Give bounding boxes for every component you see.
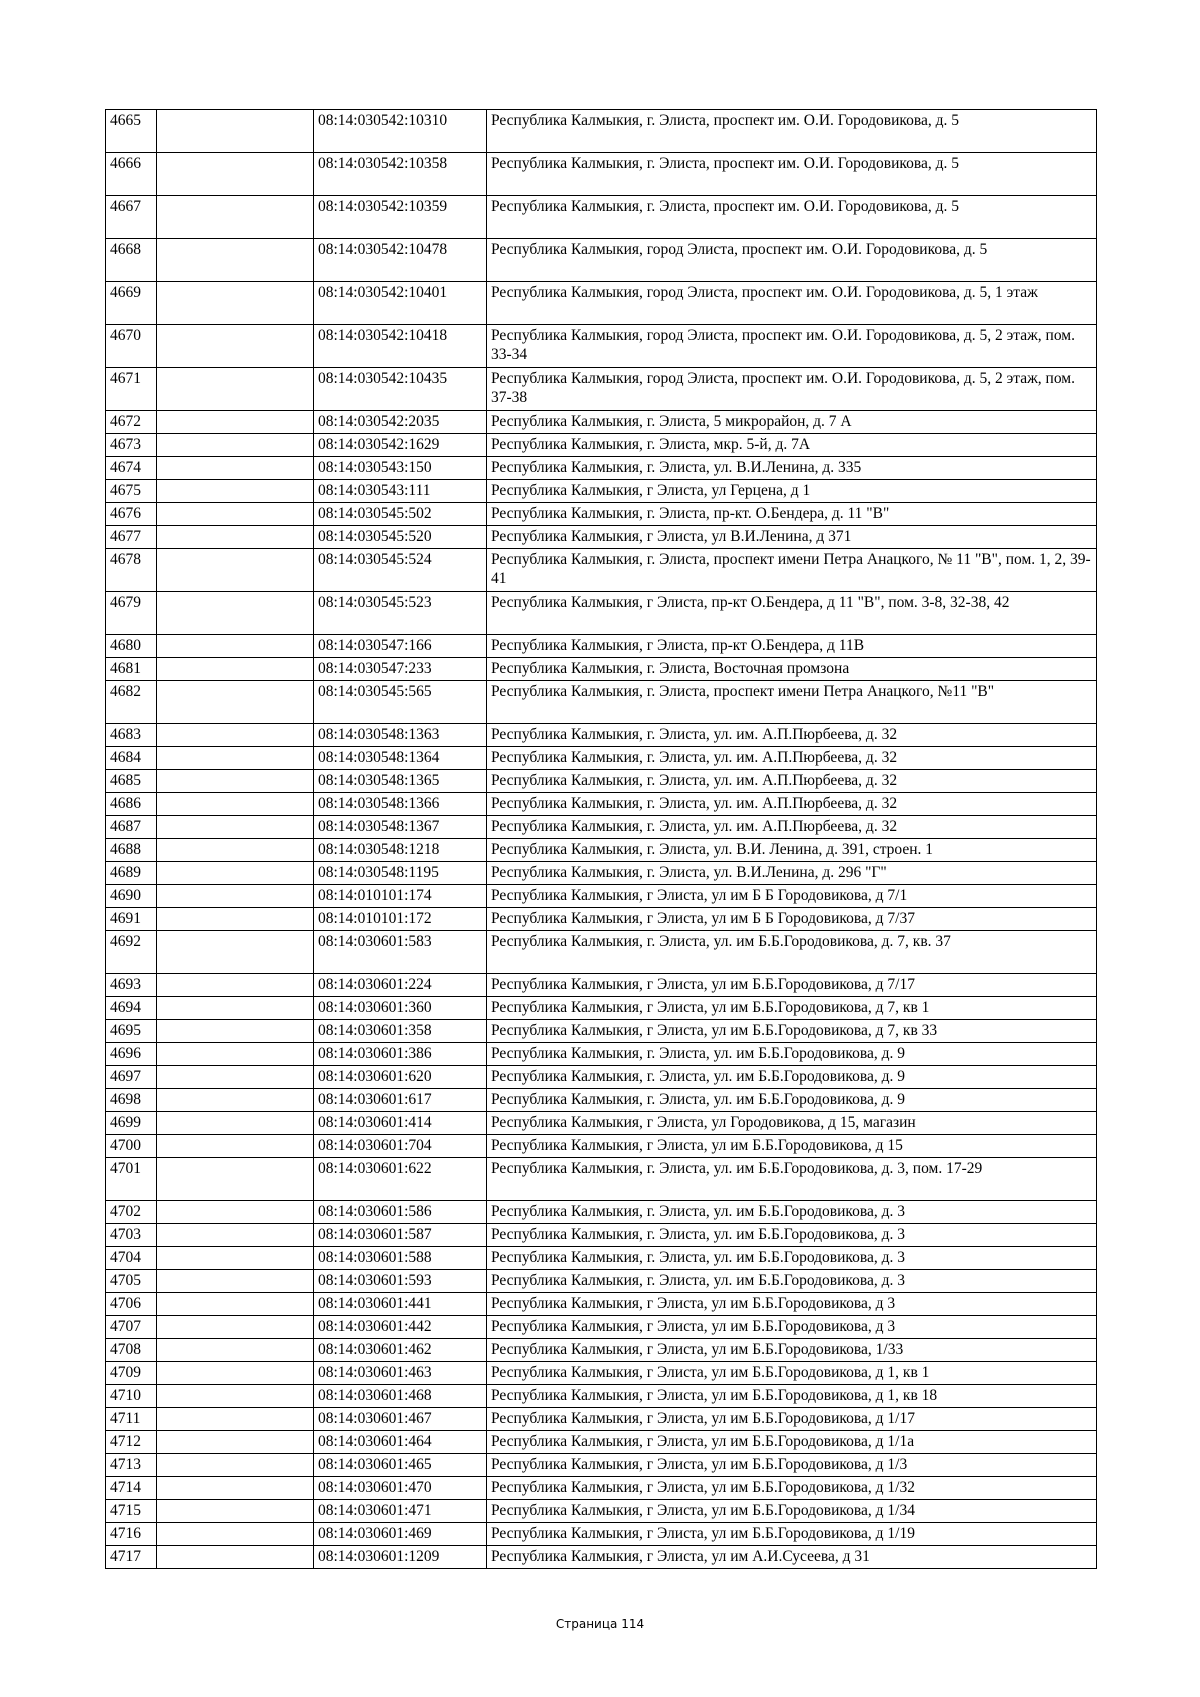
address-cell: Республика Калмыкия, г. Элиста, ул. им Б.Б.Городовикова, д. 3 <box>487 1201 1097 1224</box>
cadastral-number-cell: 08:14:030545:520 <box>314 526 487 549</box>
empty-cell <box>157 1477 314 1500</box>
row-number-cell: 4691 <box>106 908 157 931</box>
row-number-cell: 4674 <box>106 457 157 480</box>
cadastral-number-cell: 08:14:030543:111 <box>314 480 487 503</box>
address-cell: Республика Калмыкия, г. Элиста, проспект им. О.И. Городовикова, д. 5 <box>487 110 1097 153</box>
row-number-cell: 4665 <box>106 110 157 153</box>
table-row <box>106 1020 1097 1043</box>
table-row <box>106 1112 1097 1135</box>
table-row <box>106 1362 1097 1385</box>
address-cell: Республика Калмыкия, г Элиста, ул им Б.Б.Городовикова, 1/33 <box>487 1339 1097 1362</box>
empty-cell <box>157 1066 314 1089</box>
empty-cell <box>157 770 314 793</box>
empty-cell <box>157 862 314 885</box>
table-row <box>106 1477 1097 1500</box>
address-cell: Республика Калмыкия, г Элиста, ул им Б.Б.Городовикова, д 1/3 <box>487 1454 1097 1477</box>
row-number-cell: 4688 <box>106 839 157 862</box>
table-row <box>106 1500 1097 1523</box>
row-number-cell: 4712 <box>106 1431 157 1454</box>
table-row <box>106 1201 1097 1224</box>
row-number-cell: 4683 <box>106 724 157 747</box>
table-row <box>106 1316 1097 1339</box>
cadastral-number-cell: 08:14:030601:588 <box>314 1247 487 1270</box>
address-cell: Республика Калмыкия, г. Элиста, проспект им. О.И. Городовикова, д. 5 <box>487 196 1097 239</box>
row-number-cell: 4709 <box>106 1362 157 1385</box>
empty-cell <box>157 1523 314 1546</box>
table-row <box>106 1385 1097 1408</box>
table-row <box>106 1135 1097 1158</box>
table-row <box>106 1043 1097 1066</box>
empty-cell <box>157 1500 314 1523</box>
table-row <box>106 1247 1097 1270</box>
table-row <box>106 635 1097 658</box>
empty-cell <box>157 592 314 635</box>
address-cell: Республика Калмыкия, город Элиста, проспект им. О.И. Городовикова, д. 5, 2 этаж, пом. 33-34 <box>487 325 1097 368</box>
empty-cell <box>157 635 314 658</box>
address-cell: Республика Калмыкия, г. Элиста, ул. В.И.Ленина, д. 296 "Г" <box>487 862 1097 885</box>
address-cell: Республика Калмыкия, г Элиста, ул им Б.Б.Городовикова, д 3 <box>487 1316 1097 1339</box>
table-row <box>106 931 1097 974</box>
empty-cell <box>157 908 314 931</box>
empty-cell <box>157 1408 314 1431</box>
table-row <box>106 1158 1097 1201</box>
table-row <box>106 239 1097 282</box>
cadastral-number-cell: 08:14:030601:386 <box>314 1043 487 1066</box>
cadastral-number-cell: 08:14:030542:10418 <box>314 325 487 368</box>
empty-cell <box>157 1224 314 1247</box>
row-number-cell: 4684 <box>106 747 157 770</box>
empty-cell <box>157 1135 314 1158</box>
empty-cell <box>157 153 314 196</box>
cadastral-number-cell: 08:14:030542:10478 <box>314 239 487 282</box>
cadastral-number-cell: 08:14:030601:620 <box>314 1066 487 1089</box>
table-row <box>106 503 1097 526</box>
row-number-cell: 4704 <box>106 1247 157 1270</box>
row-number-cell: 4716 <box>106 1523 157 1546</box>
table-row <box>106 1089 1097 1112</box>
cadastral-number-cell: 08:14:010101:174 <box>314 885 487 908</box>
cadastral-number-cell: 08:14:030601:469 <box>314 1523 487 1546</box>
empty-cell <box>157 526 314 549</box>
row-number-cell: 4667 <box>106 196 157 239</box>
empty-cell <box>157 1316 314 1339</box>
address-cell: Республика Калмыкия, г Элиста, ул им Б.Б.Городовикова, д 7, кв 1 <box>487 997 1097 1020</box>
empty-cell <box>157 997 314 1020</box>
cadastral-number-cell: 08:14:030548:1218 <box>314 839 487 862</box>
address-cell: Республика Калмыкия, г. Элиста, 5 микрорайон, д. 7 А <box>487 411 1097 434</box>
table-row <box>106 770 1097 793</box>
empty-cell <box>157 974 314 997</box>
cadastral-number-cell: 08:14:030601:622 <box>314 1158 487 1201</box>
empty-cell <box>157 457 314 480</box>
row-number-cell: 4692 <box>106 931 157 974</box>
row-number-cell: 4706 <box>106 1293 157 1316</box>
empty-cell <box>157 1293 314 1316</box>
table-row <box>106 1408 1097 1431</box>
row-number-cell: 4697 <box>106 1066 157 1089</box>
cadastral-number-cell: 08:14:030601:414 <box>314 1112 487 1135</box>
address-cell: Республика Калмыкия, г. Элиста, ул. им Б.Б.Городовикова, д. 9 <box>487 1089 1097 1112</box>
row-number-cell: 4677 <box>106 526 157 549</box>
cadastral-number-cell: 08:14:030601:587 <box>314 1224 487 1247</box>
row-number-cell: 4700 <box>106 1135 157 1158</box>
cadastral-number-cell: 08:14:030601:471 <box>314 1500 487 1523</box>
table-row <box>106 1270 1097 1293</box>
row-number-cell: 4679 <box>106 592 157 635</box>
cadastral-number-cell: 08:14:030601:470 <box>314 1477 487 1500</box>
row-number-cell: 4695 <box>106 1020 157 1043</box>
address-cell: Республика Калмыкия, г. Элиста, ул. им Б.Б.Городовикова, д. 3 <box>487 1247 1097 1270</box>
address-cell: Республика Калмыкия, г. Элиста, ул. им. А.П.Пюрбеева, д. 32 <box>487 816 1097 839</box>
row-number-cell: 4714 <box>106 1477 157 1500</box>
cadastral-number-cell: 08:14:030548:1366 <box>314 793 487 816</box>
empty-cell <box>157 885 314 908</box>
empty-cell <box>157 816 314 839</box>
address-cell: Республика Калмыкия, г. Элиста, пр-кт. О.Бендера, д. 11 "В" <box>487 503 1097 526</box>
address-cell: Республика Калмыкия, г Элиста, ул им Б.Б.Городовикова, д 15 <box>487 1135 1097 1158</box>
row-number-cell: 4702 <box>106 1201 157 1224</box>
cadastral-number-cell: 08:14:030601:441 <box>314 1293 487 1316</box>
row-number-cell: 4682 <box>106 681 157 724</box>
cadastral-number-cell: 08:14:030601:462 <box>314 1339 487 1362</box>
empty-cell <box>157 724 314 747</box>
empty-cell <box>157 793 314 816</box>
row-number-cell: 4701 <box>106 1158 157 1201</box>
cadastral-number-cell: 08:14:030601:464 <box>314 1431 487 1454</box>
empty-cell <box>157 368 314 411</box>
row-number-cell: 4696 <box>106 1043 157 1066</box>
row-number-cell: 4698 <box>106 1089 157 1112</box>
empty-cell <box>157 1112 314 1135</box>
row-number-cell: 4715 <box>106 1500 157 1523</box>
address-cell: Республика Калмыкия, город Элиста, проспект им. О.И. Городовикова, д. 5, 1 этаж <box>487 282 1097 325</box>
cadastral-number-cell: 08:14:030543:150 <box>314 457 487 480</box>
address-cell: Республика Калмыкия, г Элиста, ул им Б.Б.Городовикова, д 1, кв 18 <box>487 1385 1097 1408</box>
empty-cell <box>157 434 314 457</box>
empty-cell <box>157 839 314 862</box>
row-number-cell: 4707 <box>106 1316 157 1339</box>
table-row <box>106 862 1097 885</box>
cadastral-number-cell: 08:14:030547:233 <box>314 658 487 681</box>
cadastral-number-cell: 08:14:030548:1367 <box>314 816 487 839</box>
empty-cell <box>157 1089 314 1112</box>
address-cell: Республика Калмыкия, г. Элиста, проспект имени Петра Анацкого, № 11 "В", пом. 1, 2, 39-41 <box>487 549 1097 592</box>
empty-cell <box>157 658 314 681</box>
address-cell: Республика Калмыкия, г. Элиста, ул. им. А.П.Пюрбеева, д. 32 <box>487 793 1097 816</box>
table-row <box>106 411 1097 434</box>
row-number-cell: 4694 <box>106 997 157 1020</box>
table-row <box>106 1431 1097 1454</box>
empty-cell <box>157 1385 314 1408</box>
row-number-cell: 4713 <box>106 1454 157 1477</box>
table-row <box>106 747 1097 770</box>
address-cell: Республика Калмыкия, г. Элиста, ул. им. А.П.Пюрбеева, д. 32 <box>487 770 1097 793</box>
table-row <box>106 153 1097 196</box>
empty-cell <box>157 503 314 526</box>
address-cell: Республика Калмыкия, г Элиста, ул им Б.Б.Городовикова, д 1/34 <box>487 1500 1097 1523</box>
empty-cell <box>157 681 314 724</box>
address-cell: Республика Калмыкия, г. Элиста, ул. им Б.Б.Городовикова, д. 3, пом. 17-29 <box>487 1158 1097 1201</box>
address-cell: Республика Калмыкия, г. Элиста, ул. им Б.Б.Городовикова, д. 3 <box>487 1224 1097 1247</box>
cadastral-number-cell: 08:14:030545:523 <box>314 592 487 635</box>
cadastral-number-cell: 08:14:030548:1364 <box>314 747 487 770</box>
page-number: Страница 114 <box>555 1617 645 1631</box>
row-number-cell: 4670 <box>106 325 157 368</box>
row-number-cell: 4675 <box>106 480 157 503</box>
row-number-cell: 4699 <box>106 1112 157 1135</box>
row-number-cell: 4668 <box>106 239 157 282</box>
address-cell: Республика Калмыкия, г Элиста, ул Герцена, д 1 <box>487 480 1097 503</box>
empty-cell <box>157 239 314 282</box>
address-cell: Республика Калмыкия, г. Элиста, мкр. 5-й, д. 7А <box>487 434 1097 457</box>
empty-cell <box>157 480 314 503</box>
row-number-cell: 4685 <box>106 770 157 793</box>
row-number-cell: 4708 <box>106 1339 157 1362</box>
table-row <box>106 681 1097 724</box>
address-cell: Республика Калмыкия, г. Элиста, ул. им. А.П.Пюрбеева, д. 32 <box>487 747 1097 770</box>
cadastral-number-cell: 08:14:030545:502 <box>314 503 487 526</box>
row-number-cell: 4673 <box>106 434 157 457</box>
empty-cell <box>157 110 314 153</box>
cadastral-number-cell: 08:14:030542:10358 <box>314 153 487 196</box>
address-cell: Республика Калмыкия, г. Элиста, проспект имени Петра Анацкого, №11 "В" <box>487 681 1097 724</box>
address-cell: Республика Калмыкия, г Элиста, ул им Б Б Городовикова, д 7/37 <box>487 908 1097 931</box>
row-number-cell: 4690 <box>106 885 157 908</box>
table-row <box>106 1066 1097 1089</box>
empty-cell <box>157 1043 314 1066</box>
cadastral-number-cell: 08:14:010101:172 <box>314 908 487 931</box>
table-row <box>106 110 1097 153</box>
row-number-cell: 4717 <box>106 1546 157 1569</box>
table-row <box>106 816 1097 839</box>
cadastral-number-cell: 08:14:030601:360 <box>314 997 487 1020</box>
address-cell: Республика Калмыкия, г Элиста, ул им Б.Б.Городовикова, д 1, кв 1 <box>487 1362 1097 1385</box>
address-cell: Республика Калмыкия, город Элиста, проспект им. О.И. Городовикова, д. 5, 2 этаж, пом. 37-38 <box>487 368 1097 411</box>
row-number-cell: 4705 <box>106 1270 157 1293</box>
cadastral-number-cell: 08:14:030542:10310 <box>314 110 487 153</box>
empty-cell <box>157 1247 314 1270</box>
row-number-cell: 4678 <box>106 549 157 592</box>
row-number-cell: 4687 <box>106 816 157 839</box>
table-row <box>106 592 1097 635</box>
cadastral-number-cell: 08:14:030601:617 <box>314 1089 487 1112</box>
row-number-cell: 4686 <box>106 793 157 816</box>
row-number-cell: 4669 <box>106 282 157 325</box>
table-row <box>106 1293 1097 1316</box>
table-row <box>106 434 1097 457</box>
empty-cell <box>157 747 314 770</box>
empty-cell <box>157 1270 314 1293</box>
cadastral-number-cell: 08:14:030601:467 <box>314 1408 487 1431</box>
address-cell: Республика Калмыкия, г Элиста, ул им Б Б Городовикова, д 7/1 <box>487 885 1097 908</box>
table-row <box>106 997 1097 1020</box>
empty-cell <box>157 1158 314 1201</box>
address-cell: Республика Калмыкия, г Элиста, ул им Б.Б.Городовикова, д 3 <box>487 1293 1097 1316</box>
cadastral-number-cell: 08:14:030601:586 <box>314 1201 487 1224</box>
address-cell: Республика Калмыкия, г. Элиста, ул. В.И. Ленина, д. 391, строен. 1 <box>487 839 1097 862</box>
cadastral-number-cell: 08:14:030542:10435 <box>314 368 487 411</box>
cadastral-number-cell: 08:14:030547:166 <box>314 635 487 658</box>
cadastral-number-cell: 08:14:030601:358 <box>314 1020 487 1043</box>
cadastral-number-cell: 08:14:030548:1363 <box>314 724 487 747</box>
empty-cell <box>157 1454 314 1477</box>
table-row <box>106 839 1097 862</box>
address-cell: Республика Калмыкия, г Элиста, ул Городовикова, д 15, магазин <box>487 1112 1097 1135</box>
cadastral-number-cell: 08:14:030542:10401 <box>314 282 487 325</box>
cadastral-number-cell: 08:14:030601:593 <box>314 1270 487 1293</box>
empty-cell <box>157 1431 314 1454</box>
address-cell: Республика Калмыкия, г Элиста, ул им Б.Б.Городовикова, д 1/17 <box>487 1408 1097 1431</box>
cadastral-number-cell: 08:14:030601:468 <box>314 1385 487 1408</box>
table-row <box>106 724 1097 747</box>
address-cell: Республика Калмыкия, г Элиста, пр-кт О.Бендера, д 11 "В", пом. 3-8, 32-38, 42 <box>487 592 1097 635</box>
address-cell: Республика Калмыкия, г Элиста, ул им Б.Б.Городовикова, д 1/32 <box>487 1477 1097 1500</box>
table-row <box>106 885 1097 908</box>
cadastral-number-cell: 08:14:030601:224 <box>314 974 487 997</box>
cadastral-number-cell: 08:14:030542:2035 <box>314 411 487 434</box>
table-row <box>106 457 1097 480</box>
row-number-cell: 4689 <box>106 862 157 885</box>
table-row <box>106 325 1097 368</box>
address-cell: Республика Калмыкия, г. Элиста, ул. им Б.Б.Городовикова, д. 7, кв. 37 <box>487 931 1097 974</box>
address-cell: Республика Калмыкия, г. Элиста, проспект им. О.И. Городовикова, д. 5 <box>487 153 1097 196</box>
empty-cell <box>157 1362 314 1385</box>
row-number-cell: 4681 <box>106 658 157 681</box>
cadastral-number-cell: 08:14:030601:704 <box>314 1135 487 1158</box>
address-cell: Республика Калмыкия, г. Элиста, ул. В.И.Ленина, д. 335 <box>487 457 1097 480</box>
row-number-cell: 4693 <box>106 974 157 997</box>
table-row <box>106 793 1097 816</box>
address-cell: Республика Калмыкия, г. Элиста, ул. им. А.П.Пюрбеева, д. 32 <box>487 724 1097 747</box>
address-cell: Республика Калмыкия, г Элиста, пр-кт О.Бендера, д 11В <box>487 635 1097 658</box>
cadastral-number-cell: 08:14:030542:10359 <box>314 196 487 239</box>
cadastral-number-cell: 08:14:030601:465 <box>314 1454 487 1477</box>
empty-cell <box>157 411 314 434</box>
address-cell: Республика Калмыкия, г Элиста, ул им Б.Б.Городовикова, д 1/19 <box>487 1523 1097 1546</box>
address-cell: Республика Калмыкия, г Элиста, ул В.И.Ленина, д 371 <box>487 526 1097 549</box>
address-cell: Республика Калмыкия, г Элиста, ул им А.И.Сусеева, д 31 <box>487 1546 1097 1569</box>
row-number-cell: 4676 <box>106 503 157 526</box>
table-row <box>106 908 1097 931</box>
empty-cell <box>157 1339 314 1362</box>
table-row <box>106 526 1097 549</box>
cadastral-number-cell: 08:14:030601:583 <box>314 931 487 974</box>
row-number-cell: 4671 <box>106 368 157 411</box>
table-row <box>106 1224 1097 1247</box>
address-cell: Республика Калмыкия, г Элиста, ул им Б.Б.Городовикова, д 7/17 <box>487 974 1097 997</box>
cadastral-number-cell: 08:14:030542:1629 <box>314 434 487 457</box>
cadastral-number-cell: 08:14:030548:1365 <box>314 770 487 793</box>
table-row <box>106 1546 1097 1569</box>
row-number-cell: 4672 <box>106 411 157 434</box>
empty-cell <box>157 1020 314 1043</box>
address-cell: Республика Калмыкия, г Элиста, ул им Б.Б.Городовикова, д 7, кв 33 <box>487 1020 1097 1043</box>
row-number-cell: 4703 <box>106 1224 157 1247</box>
table-row <box>106 549 1097 592</box>
empty-cell <box>157 931 314 974</box>
table-body <box>106 110 1097 1569</box>
table-row <box>106 480 1097 503</box>
empty-cell <box>157 282 314 325</box>
table-row <box>106 368 1097 411</box>
row-number-cell: 4711 <box>106 1408 157 1431</box>
address-cell: Республика Калмыкия, г. Элиста, ул. им Б.Б.Городовикова, д. 9 <box>487 1043 1097 1066</box>
row-number-cell: 4680 <box>106 635 157 658</box>
table-row <box>106 658 1097 681</box>
empty-cell <box>157 1546 314 1569</box>
address-cell: Республика Калмыкия, г Элиста, ул им Б.Б.Городовикова, д 1/1а <box>487 1431 1097 1454</box>
empty-cell <box>157 549 314 592</box>
empty-cell <box>157 1201 314 1224</box>
table-row <box>106 1454 1097 1477</box>
property-registry-table <box>105 109 1097 1569</box>
cadastral-number-cell: 08:14:030548:1195 <box>314 862 487 885</box>
table-row <box>106 1339 1097 1362</box>
table-row <box>106 974 1097 997</box>
address-cell: Республика Калмыкия, г. Элиста, ул. им Б.Б.Городовикова, д. 9 <box>487 1066 1097 1089</box>
cadastral-number-cell: 08:14:030601:463 <box>314 1362 487 1385</box>
cadastral-number-cell: 08:14:030545:565 <box>314 681 487 724</box>
address-cell: Республика Калмыкия, г. Элиста, Восточная промзона <box>487 658 1097 681</box>
row-number-cell: 4666 <box>106 153 157 196</box>
cadastral-number-cell: 08:14:030545:524 <box>314 549 487 592</box>
table-row <box>106 1523 1097 1546</box>
table-row <box>106 282 1097 325</box>
address-cell: Республика Калмыкия, г. Элиста, ул. им Б.Б.Городовикова, д. 3 <box>487 1270 1097 1293</box>
table-row <box>106 196 1097 239</box>
cadastral-number-cell: 08:14:030601:1209 <box>314 1546 487 1569</box>
empty-cell <box>157 325 314 368</box>
empty-cell <box>157 196 314 239</box>
cadastral-number-cell: 08:14:030601:442 <box>314 1316 487 1339</box>
row-number-cell: 4710 <box>106 1385 157 1408</box>
address-cell: Республика Калмыкия, город Элиста, проспект им. О.И. Городовикова, д. 5 <box>487 239 1097 282</box>
